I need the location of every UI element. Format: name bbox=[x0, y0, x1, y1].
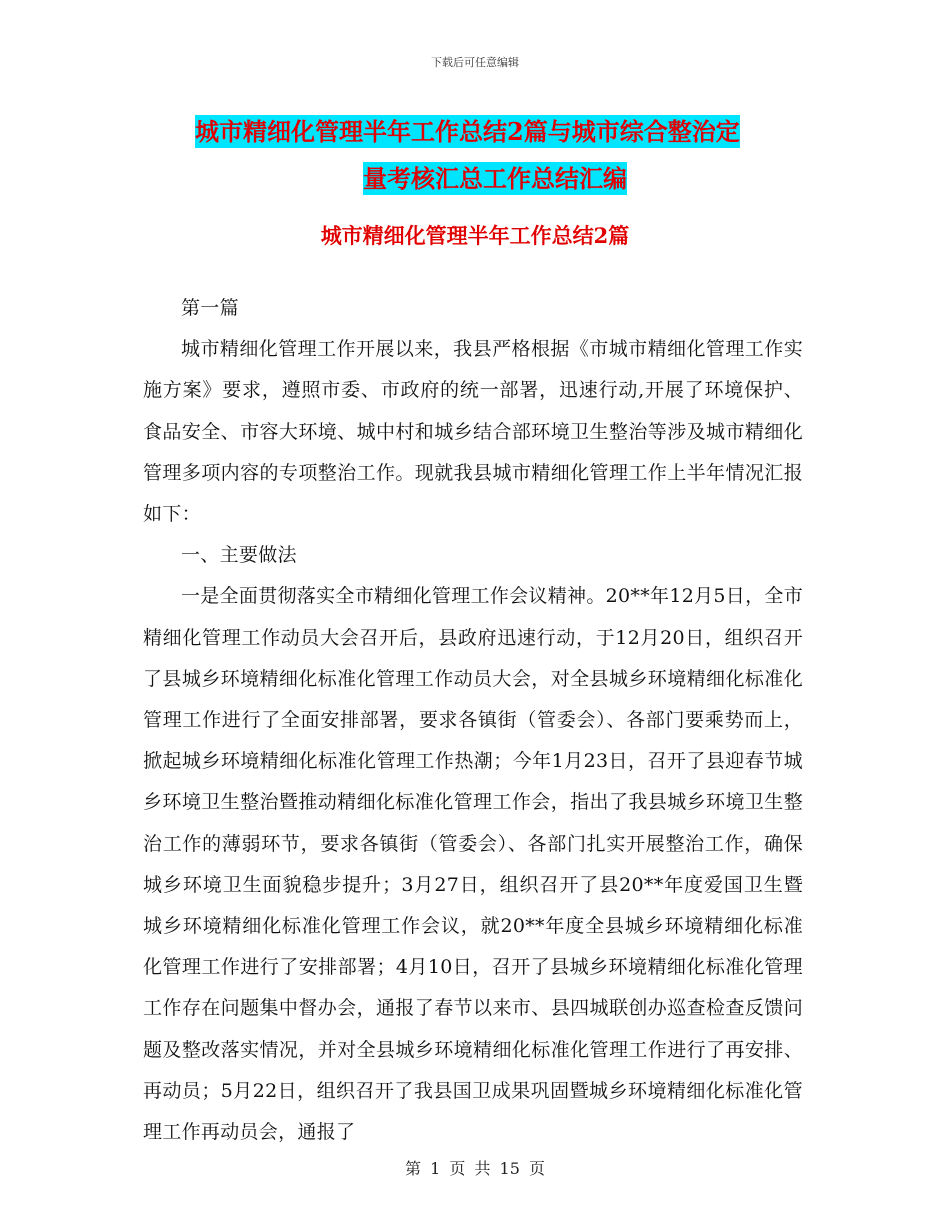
document-title-line-2: 量考核汇总工作总结汇编 bbox=[363, 164, 627, 193]
paragraph-subheading: 一、主要做法 bbox=[181, 544, 297, 567]
paragraph-intro: 城市精细化管理工作开展以来，我县严格根据《市城市精细化管理工作实施方案》要求，遵照市委、市政府的统一部署，迅速行动,开展了环境保护、食品安全、市容大环境、城中村和城乡结合部环境卫生整治等涉及城市精细化管理多项内容的专项整治工作。现就我县城市精细化管理工作上半年情况汇报如下： bbox=[143, 338, 803, 526]
document-body bbox=[143, 288, 803, 1153]
section-title: 城市精细化管理半年工作总结2篇 bbox=[320, 223, 630, 248]
paragraph-body: 一是全面贯彻落实全市精细化管理工作会议精神。20**年12月5日，全市精细化管理工作动员大会召开后，县政府迅速行动，于12月20日，组织召开了县城乡环境精细化标准化管理工作动员大会，对全县城乡环境精细化标准化管理工作进行了全面安排部署，要求各镇街（管委会）、各部门要乘势而上，掀起城乡环境精细化标准化管理工作热潮；今年1月23日，召开了县迎春节城乡环境卫生整治暨推动精细化标准化管理工作会，指出了我县城乡环境卫生整治工作的薄弱环节，要求各镇街（管委会）、各部门扎实开展整治工作，确保城乡环境卫生面貌稳步提升；3月27日，组织召开了县20**年度爱国卫生暨城乡环境精细化标准化管理工作会议，就20**年度全县城乡环境精细化标准化管理工作进行了安排部署；4月10日，召开了县城乡环境精细化标准化管理工作存在问题集中督办会，通报了春节以来市、县四城联创办巡查检查反馈问题及整改落实情况，并对全县城乡环境精细化标准化管理工作进行了再安排、再动员；5月22日，组织召开了我县国卫成果巩固暨城乡环境精细化标准化管理工作再动员会，通报了 bbox=[143, 585, 803, 1144]
document-title bbox=[195, 108, 805, 202]
document-title-line-1: 城市精细化管理半年工作总结2篇与城市综合整治定 bbox=[195, 117, 740, 146]
header-note: 下载后可任意编辑 bbox=[431, 56, 519, 69]
page-number: 第 1 页 共 15 页 bbox=[405, 1159, 545, 1178]
paragraph-part-heading: 第一篇 bbox=[181, 297, 239, 319]
